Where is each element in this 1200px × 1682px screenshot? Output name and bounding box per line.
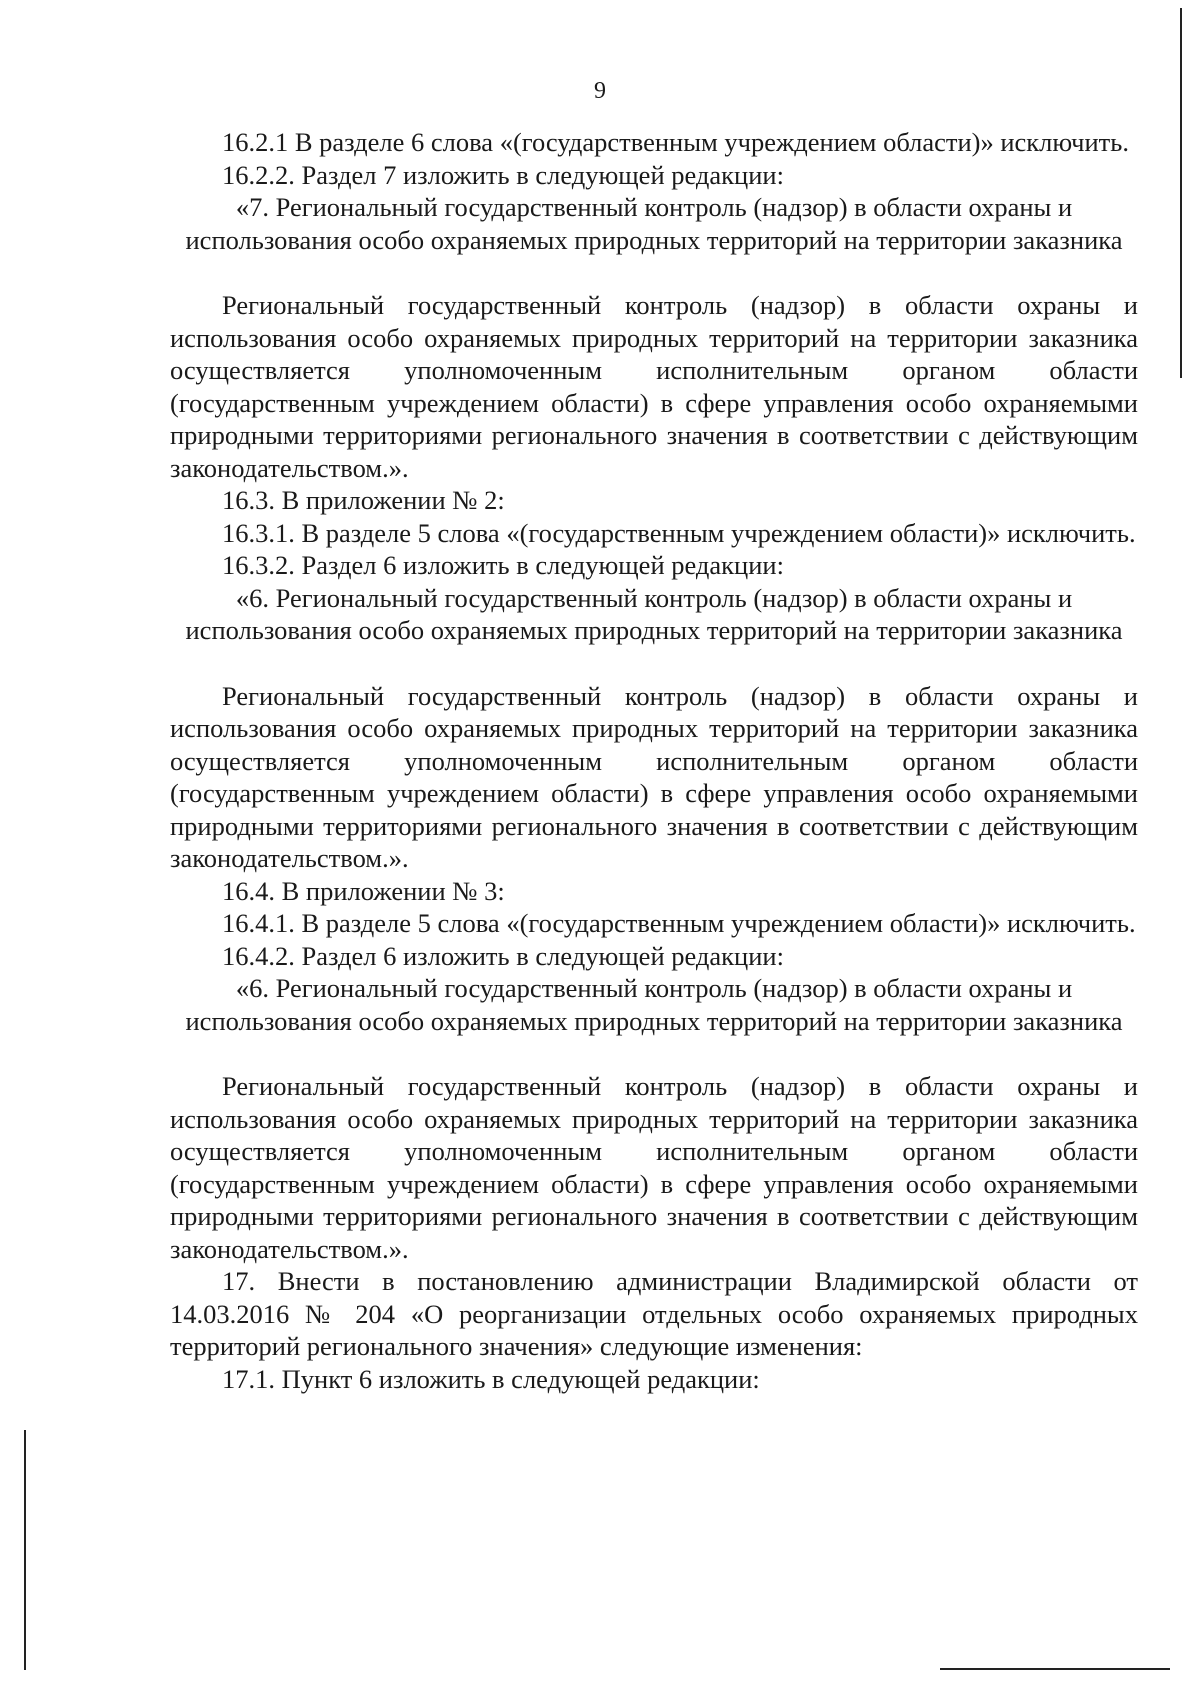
page-number: 9 xyxy=(594,78,606,104)
spacer xyxy=(170,1037,1138,1070)
paragraph-16-3-2: 16.3.2. Раздел 6 изложить в следующей редакции: xyxy=(222,550,784,580)
scan-edge-line xyxy=(1180,8,1182,378)
paragraph-16-3: 16.3. В приложении № 2: xyxy=(222,485,505,515)
paragraph-16-2-2: 16.2.2. Раздел 7 изложить в следующей редакции: xyxy=(222,159,784,190)
paragraph-16-3-1: 16.3.1. В разделе 5 слова «(государственным учреждением области)» исключить. xyxy=(222,517,1136,548)
section-heading-7: «7. Региональный государственный контроль (надзор) в области охраны и использования особо охраняемых природных территорий на территории заказника xyxy=(185,192,1123,255)
paragraph-17: 17. Внести в постановлению администрации Владимирской области от 14.03.2016 № 204 «О реорганизации отдельных особо охраняемых природных территорий регионального значения» следующие изменения: xyxy=(170,1266,1138,1361)
scan-edge-line xyxy=(24,1430,26,1670)
paragraph-16-4: 16.4. В приложении № 3: xyxy=(222,875,505,906)
scan-edge-line xyxy=(940,1668,1170,1670)
paragraph-17-1: 17.1. Пункт 6 изложить в следующей редакции: xyxy=(222,1363,760,1394)
section-body-6-annex-3: Региональный государственный контроль (надзор) в области охраны и использования особо охраняемых природных территорий на территории заказника осуществляется уполномоченным исполнительным органом области (государственным учреждением области) в сфере управления особо охраняемыми природными территориями регионального значения в соответствии с действующим законодательством.». xyxy=(170,1071,1138,1264)
section-heading-6-annex-3: «6. Региональный государственный контроль (надзор) в области охраны и использования особо охраняемых природных территорий на территории заказника xyxy=(185,973,1123,1036)
paragraph-16-4-1: 16.4.1. В разделе 5 слова «(государственным учреждением области)» исключить. xyxy=(222,908,1136,938)
section-heading-6-annex-2: «6. Региональный государственный контроль (надзор) в области охраны и использования особо охраняемых природных территорий на территории заказника xyxy=(185,582,1123,645)
paragraph-16-4-2: 16.4.2. Раздел 6 изложить в следующей редакции: xyxy=(222,940,784,971)
document-body xyxy=(170,126,1138,1395)
spacer xyxy=(170,647,1138,680)
section-body-7: Региональный государственный контроль (надзор) в области охраны и использования особо охраняемых природных территорий на территории заказника осуществляется уполномоченным исполнительным органом области (государственным учреждением области) в сфере управления особо охраняемыми природными территориями регионального значения в соответствии с действующим законодательством.». xyxy=(170,290,1138,483)
spacer xyxy=(170,256,1138,289)
paragraph-16-2-1: 16.2.1 В разделе 6 слова «(государственным учреждением области)» исключить. xyxy=(222,127,1129,157)
section-body-6-annex-2: Региональный государственный контроль (надзор) в области охраны и использования особо охраняемых природных территорий на территории заказника осуществляется уполномоченным исполнительным органом области (государственным учреждением области) в сфере управления особо охраняемыми природными территориями регионального значения в соответствии с действующим законодательством.». xyxy=(170,680,1138,873)
